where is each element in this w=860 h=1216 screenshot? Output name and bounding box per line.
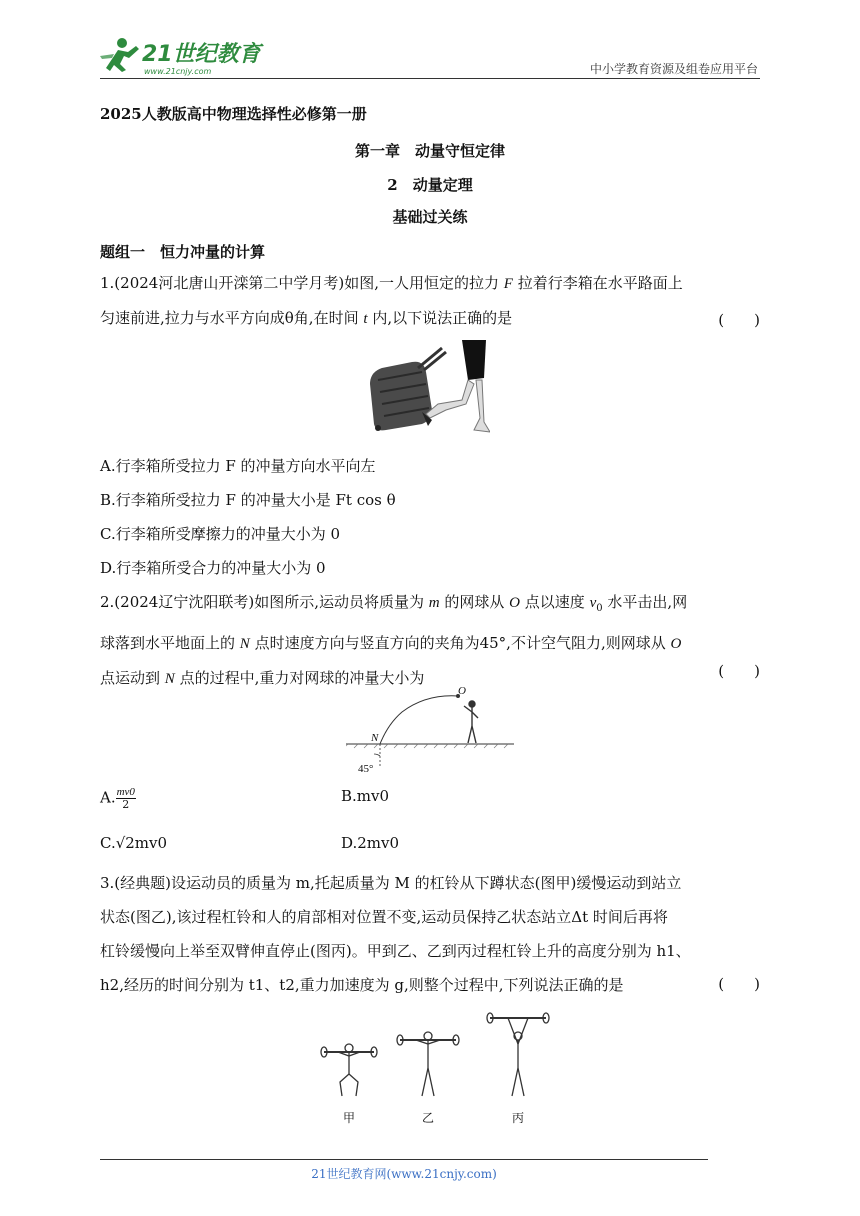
q2-option-d: D.2mv0	[341, 834, 400, 852]
q3-weightlifter-figure	[318, 1008, 550, 1132]
q2-option-c: C.√2mv0	[100, 834, 168, 852]
q3-fig-label-bing: 丙	[512, 1111, 525, 1125]
platform-label: 中小学教育资源及组卷应用平台	[589, 62, 758, 76]
q2-option-b: B.mv0	[341, 787, 390, 805]
q2-fig-label-n: N	[371, 732, 379, 744]
q1-suitcase-figure	[366, 340, 490, 436]
section-title: 2 动量定理	[387, 176, 473, 194]
q3-answer-paren: ( )	[718, 975, 760, 993]
chapter-title: 第一章 动量守恒定律	[354, 142, 505, 160]
q2-fig-label-angle: 45°	[358, 763, 374, 774]
q1-option-b: B.行李箱所受拉力 F 的冲量大小是 Ft cos θ	[100, 491, 396, 509]
q3-fig-label-yi: 乙	[422, 1111, 435, 1125]
header-divider	[100, 78, 760, 79]
q2-answer-paren: ( )	[718, 662, 760, 680]
q3-fig-label-jia: 甲	[343, 1111, 356, 1125]
q3-stem: 3.(经典题)设运动员的质量为 m,托起质量为 M 的杠铃从下蹲状态(图甲)缓慢运动到站立 状态(图乙),该过程杠铃和人的肩部相对位置不变,运动员保持乙状态站立Δt 时间后再将 杠铃缓慢向上举至双臂伸直停止(图丙)。甲到乙、乙到丙过程杠铃上升的高度分别为 h1、 h2,经历的时间分别为 t1、t2,重力加速度为 g,则整个过程中,下列说法正确的是	[100, 874, 691, 994]
q1-option-d: D.行李箱所受合力的冲量大小为 0	[100, 559, 326, 577]
q2-stem: 2.(2024辽宁沈阳联考)如图所示,运动员将质量为 m 的网球从 O 点以速度 $v_0$ 水平击出,网 球落到水平地面上的 N 点时速度方向与竖直方向的夹角为45°,不计空气阻力,则网球从 O 点运动到 N 点的过程中,重力对网球的冲量大小为	[100, 593, 688, 687]
doc-title: 2025人教版高中物理选择性必修第一册	[100, 105, 367, 123]
q1-option-a: A.行李箱所受拉力 F 的冲量方向水平向左	[100, 457, 376, 475]
group-heading: 题组一 恒力冲量的计算	[100, 243, 266, 261]
q1-answer-paren: ( )	[718, 311, 760, 329]
svg-text:21世纪教育: 21世纪教育	[142, 42, 261, 67]
q2-fig-label-o: O	[458, 685, 466, 697]
q1-stem: 1.(2024河北唐山开滦第二中学月考)如图,一人用恒定的拉力 F 拉着行李箱在水平路面上 匀速前进,拉力与水平方向成θ角,在时间 t 内,以下说法正确的是	[100, 274, 683, 327]
q2-projectile-figure	[346, 682, 514, 774]
q2-option-a: A. $\frac{mv0}{2}$	[100, 786, 135, 811]
21cnjy-logo	[96, 34, 266, 78]
subsection-title: 基础过关练	[392, 208, 468, 226]
footer-divider	[100, 1159, 708, 1160]
q1-option-c: C.行李箱所受摩擦力的冲量大小为 0	[100, 525, 341, 543]
svg-text:www.21cnjy.com: www.21cnjy.com	[144, 67, 212, 76]
footer-link[interactable]: 21世纪教育网(www.21cnjy.com)	[311, 1167, 497, 1181]
